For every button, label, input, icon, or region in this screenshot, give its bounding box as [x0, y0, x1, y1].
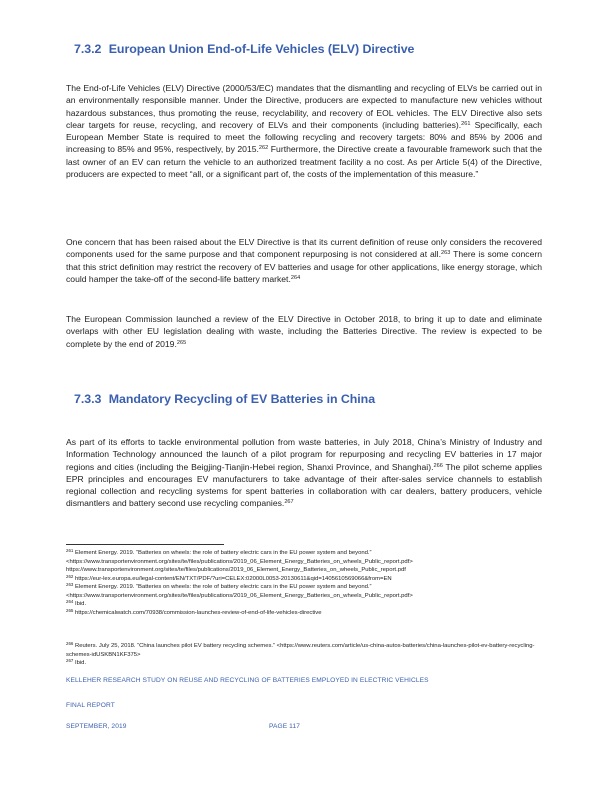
footnote: [66, 573, 392, 582]
footnotes-block-2: [66, 642, 544, 668]
paragraph-text: Specifically, each European Member State is required to meet the following recycling and recovery targets: 80% and 85% by 2006 and increasing to 85% and 95%, respectively, by 2015.: [66, 119, 542, 155]
footnote-text: Ibid.: [73, 601, 87, 607]
paragraph-text: There is some concern that this strict definition may restrict the recovery of EV batteries and usage for other applications, like energy storage, which could hamper the take-off of the second-life battery market.: [66, 249, 543, 284]
section-heading-china: [74, 392, 375, 406]
footnote-text[interactable]: https://chemicalwatch.com/70938/commission-launches-review-of-end-of-life-vehicles-directive: [73, 609, 322, 616]
footnote: [66, 660, 86, 666]
footnote-text[interactable]: Reuters. July 25, 2018. “China launches pilot EV battery recycling schemes.” <https://www.reuters.com/article/us-china-autos-batteries/china-launches-pilot-ev-battery-recycling-schemes-idUSKBN1KF375>: [66, 643, 535, 658]
footnote-text[interactable]: https://eur-lex.europa.eu/legal-content/EN/TXT/PDF/?uri=CELEX:02000L0053-20130611&qid=1405610569066&from=EN: [73, 575, 392, 582]
footer-report-label: FINAL REPORT: [66, 702, 115, 709]
paragraph-elv-directive: [66, 82, 542, 180]
paragraph-text: Furthermore, the Directive create a favourable framework such that the last owner of an EV can return the vehicle to an authorized treatment facility a no cost. As per Article 5(4) of the Directive, producers are expected to meet “all, or a significant part of, the costs of the implementation of this measure.”: [66, 144, 542, 180]
paragraph-text: As part of its efforts to tackle environmental pollution from waste batteries, in July 2018, China’s Ministry of Industry and Information Technology announced the launch of a pilot program for repurposing and recycling EV batteries in 17 major regions and cities (including the Beigjing-Tianjin-Hebei region, Shanxi Province, and Shanghai).: [66, 437, 542, 472]
paragraph-reuse-concern: [66, 236, 542, 285]
section-heading-elv: [74, 42, 414, 56]
footnote-number: 264: [66, 599, 74, 604]
footnote-ref[interactable]: 263: [440, 250, 451, 257]
footnote: [66, 601, 86, 607]
footnote-ref[interactable]: 262: [258, 145, 269, 152]
paragraph-text: The End-of-Life Vehicles (ELV) Directive (2000/53/EC) mandates that the dismantling and recycling of ELVs be carried out in an environmentally responsible manner. Under the Directive, producers are expected to manufacture new vehicles without hazardous substances, thus promoting the reuse, recyclability, and recovery of EOL vehicles. The ELV Directive also sets clear targets for reuse, recycling, and recovery of ELVs and their components (including batteries).: [66, 83, 542, 130]
footnote-ref[interactable]: 261: [461, 120, 471, 127]
footnote-ref[interactable]: 265: [176, 339, 187, 346]
footnote-ref[interactable]: 267: [284, 499, 294, 506]
section-number: 7.3.2: [74, 42, 102, 56]
paragraph-text: The European Commission launched a review of the ELV Directive in October 2018, to bring it up to date and eliminate overlaps with other EU legislation dealing with waste, including the Batteries Directive. The review is expected to be complete by the end of 2019.: [66, 314, 542, 349]
paragraph-china-pilot: [66, 436, 542, 510]
footnote-number: 262: [66, 573, 74, 579]
footnote-text: Ibid.: [73, 660, 87, 666]
footnote-number: 266: [66, 641, 74, 646]
footnote: [66, 550, 413, 573]
section-title: European Union End-of-Life Vehicles (ELV) Directive: [108, 42, 415, 56]
footer-study-title: KELLEHER RESEARCH STUDY ON REUSE AND RECYCLING OF BATTERIES EMPLOYED IN ELECTRIC VEHICLES: [66, 677, 429, 684]
footer-page-number: PAGE 117: [269, 723, 300, 730]
footnote-divider: [66, 544, 224, 545]
footnote: [66, 584, 413, 599]
footnote-text[interactable]: Element Energy. 2019. “Batteries on wheels: the role of battery electric cars in the EU power system and beyond.” <https://www.transportenvironment.org/sites/te/files/publications/2019_06_Element_Energy_Batteries_on_wheels_Public_report.pdf> https://www.transportenvironment.org/sites/te/files/publications/2019_06_Element_Energy_Batteries_on_wheels_Public_report.pdf: [66, 550, 413, 573]
footnote-number: 263: [66, 582, 74, 587]
footnote-ref[interactable]: 264: [290, 274, 301, 281]
footer-date: SEPTEMBER, 2019: [66, 723, 127, 730]
paragraph-text: The pilot scheme applies EPR principles and encourages EV manufacturers to take advantage of their after-sales service channels to establish regional collection and recycling systems for spent batteries in collaboration with car dealers, battery producers, vehicle dismantlers and battery second use recycling companies.: [66, 461, 542, 509]
section-title: Mandatory Recycling of EV Batteries in China: [108, 392, 376, 406]
footnote-number: 261: [66, 548, 74, 553]
footnote-number: 267: [66, 658, 74, 663]
paragraph-commission-review: [66, 313, 542, 350]
paragraph-text: One concern that has been raised about the ELV Directive is that its current definition of reuse only considers the recovered components used for the same purpose and that component repurposing is not considered at all.: [66, 237, 542, 260]
footnote-number: 265: [66, 607, 74, 613]
footnote: [66, 643, 534, 658]
footnote-ref[interactable]: 266: [433, 462, 443, 469]
footnote-text[interactable]: Element Energy. 2019. “Batteries on wheels: the role of battery electric cars in the EU power system and beyond.” <https://www.transportenvironment.org/sites/te/files/publications/2019_06_Element_Energy_Batteries_on_wheels_Public_report.pdf>: [66, 584, 413, 599]
footnote: [66, 607, 322, 616]
footnotes-block: [66, 549, 544, 617]
section-number: 7.3.3: [74, 392, 102, 406]
